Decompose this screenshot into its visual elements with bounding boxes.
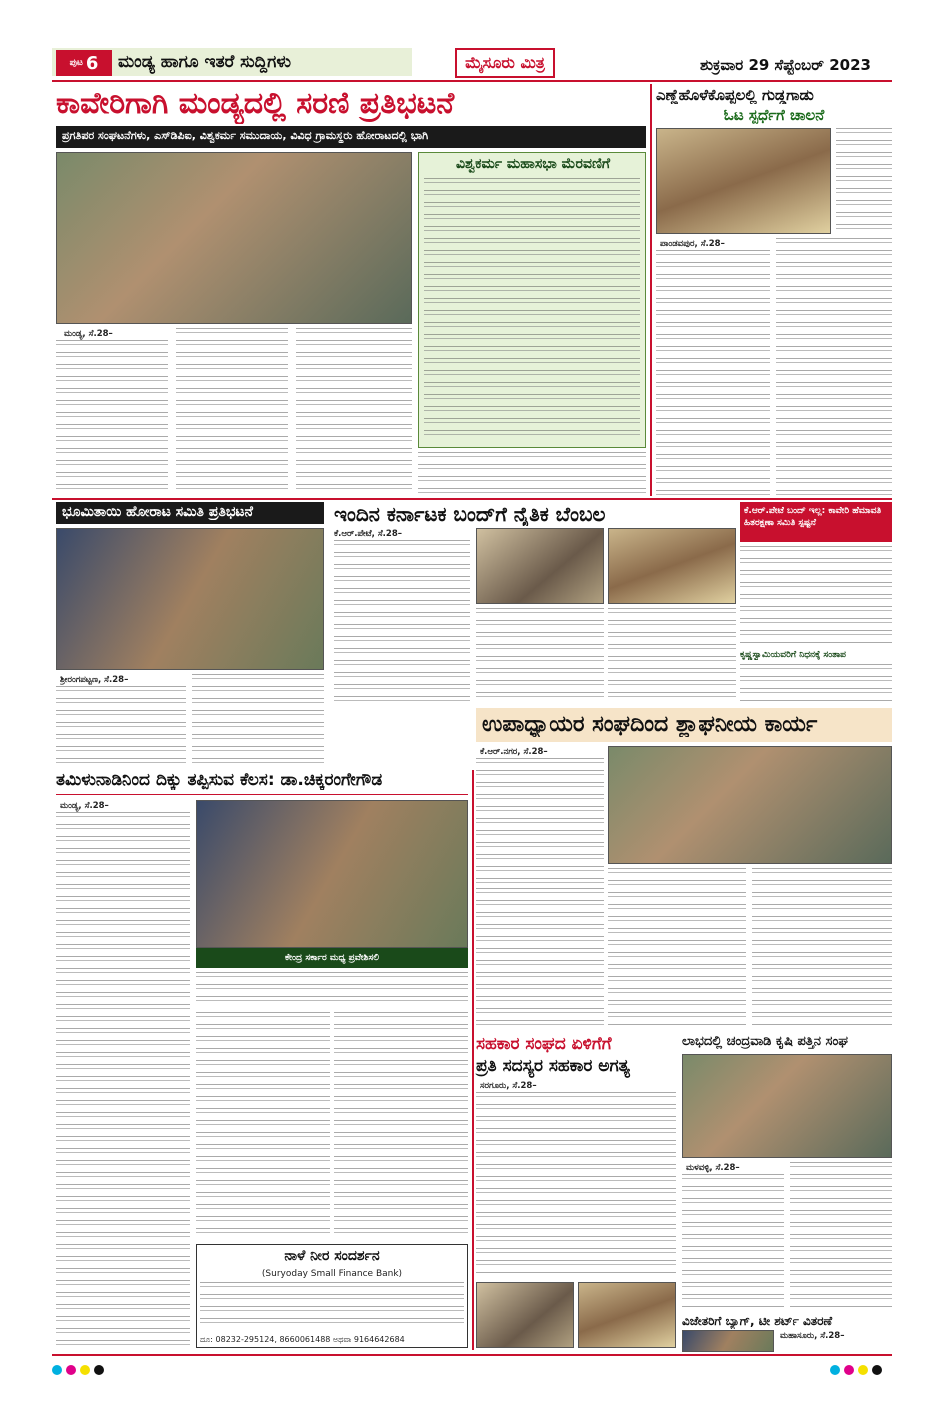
teachers-dateline: ಕೆ.ಆರ್.ನಗರ, ಸೆ.28– bbox=[480, 747, 548, 757]
color-registration-right bbox=[830, 1360, 886, 1379]
profit-dateline: ಮಳವಳ್ಳಿ, ಸೆ.28– bbox=[686, 1163, 740, 1173]
divider-vertical-2 bbox=[472, 770, 474, 1350]
bhumi-photo bbox=[56, 528, 324, 670]
lead-dateline: ಮಂಡ್ಯ, ಸೆ.28– bbox=[64, 329, 113, 339]
teachers-body-col1 bbox=[476, 758, 604, 884]
lead-body-col1 bbox=[56, 340, 168, 496]
race-subhead: ಓಟ ಸ್ಪರ್ಧೆಗೆ ಚಾಲನೆ bbox=[723, 106, 825, 124]
teachers-body-col2 bbox=[476, 888, 604, 1028]
tamilnadu-body-col1 bbox=[56, 812, 190, 1348]
tamilnadu-dateline: ಮಂಡ್ಯ, ಸೆ.28– bbox=[60, 801, 109, 811]
bhumi-body-col1 bbox=[56, 686, 186, 766]
tamilnadu-body-col4 bbox=[334, 1012, 468, 1240]
lead-headline: ಕಾವೇರಿಗಾಗಿ ಮಂಡ್ಯದಲ್ಲಿ ಸರಣಿ ಪ್ರತಿಭಟನೆ bbox=[56, 86, 455, 121]
power-phones: ದೂ: 08232-295124, 8660061488 ಅಥವಾ 9164642684 bbox=[200, 1335, 405, 1344]
page-label: ಪುಟ bbox=[69, 58, 83, 68]
bags-photo bbox=[682, 1330, 774, 1352]
bags-headline: ವಿಜೇತರಿಗೆ ಬ್ಯಾಗ್, ಟೀ ಶರ್ಟ್ ವಿತರಣೆ bbox=[682, 1314, 833, 1328]
coop-body bbox=[476, 1092, 676, 1276]
sidebar-text bbox=[424, 178, 640, 442]
divider-vertical-1 bbox=[650, 84, 652, 496]
coop-headline-2: ಪ್ರತಿ ಸದಸ್ಯರ ಸಹಕಾರ ಅಗತ್ಯ bbox=[476, 1056, 630, 1076]
page-number-box bbox=[56, 50, 112, 76]
top-rule bbox=[52, 80, 892, 82]
bandh-headline: ಇಂದಿನ ಕರ್ನಾಟಕ ಬಂದ್‌ಗೆ ನೈತಿಕ ಬೆಂಬಲ bbox=[334, 502, 606, 526]
bhumi-body-col2 bbox=[192, 674, 324, 766]
power-body bbox=[200, 1282, 464, 1330]
profit-body-col2 bbox=[790, 1162, 892, 1310]
tamilnadu-rule bbox=[56, 794, 468, 795]
race-body-col2 bbox=[776, 238, 892, 496]
bottom-rule bbox=[52, 1354, 892, 1356]
tamilnadu-photo-caption: ಕೇಂದ್ರ ಸರ್ಕಾರ ಮಧ್ಯ ಪ್ರವೇಶಿಸಲಿ bbox=[196, 948, 468, 968]
lead-body-col2 bbox=[176, 328, 288, 496]
tamilnadu-photo bbox=[196, 800, 468, 948]
sidebar-title: ವಿಶ್ವಕರ್ಮ ಮಹಾಸಭಾ ಮೆರವಣಿಗೆ bbox=[455, 156, 611, 172]
power-bank: (Suryoday Small Finance Bank) bbox=[261, 1269, 403, 1279]
lead-subhead: ಪ್ರಗತಿಪರ ಸಂಘಟನೆಗಳು, ಎಸ್‌ಡಿಪಿಐ, ವಿಶ್ವಕರ್ಮ ಸಮುದಾಯ, ವಿವಿಧ ಗ್ರಾಮಸ್ಥರು ಹೋರಾಟದಲ್ಲಿ ಭಾಗಿ bbox=[62, 129, 429, 142]
teachers-body-col4 bbox=[752, 868, 892, 1028]
bandh-photo-1 bbox=[476, 528, 604, 604]
bags-dateline: ಮಹಾಸೂರು, ಸೆ.28– bbox=[780, 1331, 845, 1341]
bhumi-headline: ಭೂಮಿತಾಯಿ ಹೋರಾಟ ಸಮಿತಿ ಪ್ರತಿಭಟನೆ bbox=[62, 504, 253, 520]
race-headline: ಎಣ್ಣೆಹೊಳೆಕೊಪ್ಪಲಲ್ಲಿ ಗುಡ್ಡಗಾಡು bbox=[656, 86, 814, 104]
bandh-body-col1 bbox=[334, 540, 470, 704]
bandh-body-col3 bbox=[608, 608, 736, 704]
section-title: ಮಂಡ್ಯ ಹಾಗೂ ಇತರೆ ಸುದ್ದಿಗಳು bbox=[118, 52, 291, 72]
tamilnadu-headline: ತಮಿಳುನಾಡಿನಿಂದ ದಿಕ್ಕು ತಪ್ಪಿಸುವ ಕೆಲಸ: ಡಾ.ಚಿಕ್ಕರಂಗೇಗೌಡ bbox=[56, 770, 383, 790]
issue-date: ಶುಕ್ರವಾರ 29 ಸೆಪ್ಟೆಂಬರ್ 2023 bbox=[700, 56, 871, 74]
teachers-photo bbox=[608, 746, 892, 864]
bandh-sub-body bbox=[740, 664, 892, 704]
teachers-headline: ಉಪಾಧ್ಯಾಯರ ಸಂಘದಿಂದ ಶ್ಲಾಘನೀಯ ಕಾರ್ಯ bbox=[482, 712, 818, 737]
bandh-dateline: ಕೆ.ಆರ್.ಪೇಟೆ, ಸೆ.28– bbox=[334, 529, 402, 539]
coop-dateline: ಸರಗೂರು, ಸೆ.28– bbox=[480, 1081, 537, 1091]
profit-headline: ಲಾಭದಲ್ಲಿ ಚಂದ್ರವಾಡಿ ಕೃಷಿ ಪತ್ತಿನ ಸಂಘ bbox=[682, 1034, 848, 1049]
bhumi-dateline: ಶ್ರೀರಂಗಪಟ್ಟಣ, ಸೆ.28– bbox=[60, 675, 129, 685]
coop-photo-2 bbox=[578, 1282, 676, 1348]
tamilnadu-body-col2 bbox=[196, 972, 468, 1008]
page-number: 6 bbox=[85, 52, 99, 74]
power-headline: ನಾಳೆ ನೀರ ಸಂದರ್ಶನ bbox=[284, 1248, 380, 1264]
masthead: ಮೈಸೂರು ಮಿತ್ರ bbox=[455, 48, 555, 78]
coop-photo-1 bbox=[476, 1282, 574, 1348]
lead-body-col3 bbox=[296, 328, 412, 496]
tamilnadu-body-col3 bbox=[196, 1012, 330, 1240]
race-dateline: ಪಾಂಡವಪುರ, ಸೆ.28– bbox=[660, 239, 725, 249]
bandh-photo-2 bbox=[608, 528, 736, 604]
lead-body-col4 bbox=[418, 452, 646, 496]
bandh-body-col2 bbox=[476, 608, 604, 704]
teachers-body-col3 bbox=[608, 868, 746, 1028]
coop-headline-1: ಸಹಕಾರ ಸಂಘದ ಏಳಿಗೆಗೆ bbox=[476, 1034, 612, 1054]
race-side-text bbox=[836, 128, 892, 234]
color-registration-left bbox=[52, 1360, 108, 1379]
race-photo bbox=[656, 128, 831, 234]
lead-photo bbox=[56, 152, 412, 324]
bandh-side-body bbox=[740, 546, 892, 646]
divider-horizontal-1 bbox=[52, 498, 892, 500]
bandh-sidebox-text: ಕೆ.ಆರ್.ಪೇಟೆ ಬಂದ್ ಇಲ್ಲ: ಕಾವೇರಿ ಹೆಮಾವತಿ ಹಿತರಕ್ಷಣಾ ಸಮಿತಿ ಸ್ಪಷ್ಟನೆ bbox=[744, 506, 882, 528]
bandh-sub-box: ಕೃಷ್ಣಸ್ವಾಮಿಯವರಿಗೆ ನಿಧನಕ್ಕೆ ಸಂತಾಪ bbox=[740, 650, 846, 660]
race-body-col1 bbox=[656, 250, 770, 496]
profit-body-col1 bbox=[682, 1174, 784, 1310]
profit-photo bbox=[682, 1054, 892, 1158]
